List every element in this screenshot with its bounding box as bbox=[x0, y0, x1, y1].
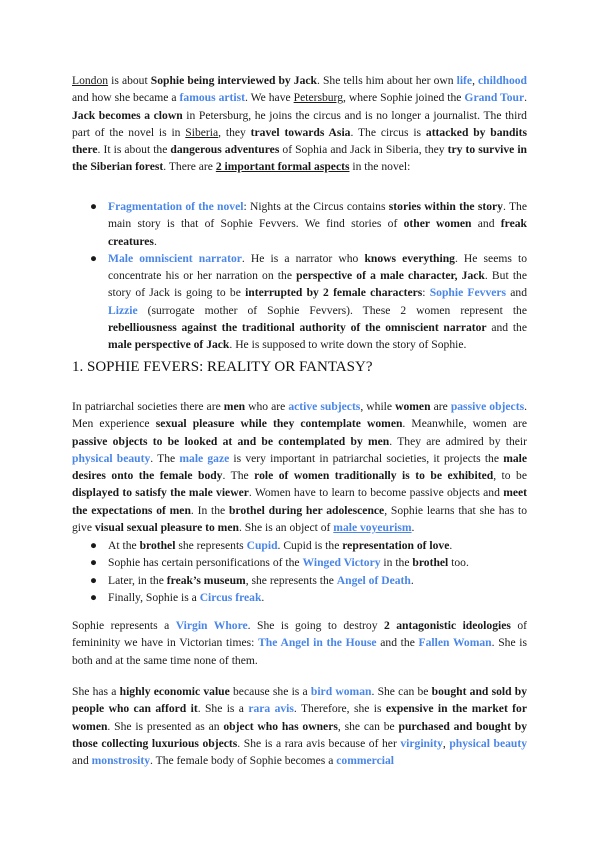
bullet-icon: ● bbox=[90, 200, 98, 213]
bullet-icon: ● bbox=[90, 573, 98, 587]
list-item: ● Finally, Sophie is a Circus freak. bbox=[90, 589, 527, 606]
list-item: ● Male omniscient narrator. He is a narrator who knows everything. He seems to concentrate his or her narration on the perspective of a male character, Jack. But the story of Jack is going to be interrupted by 2 female characters: Sophie Fevvers and Lizzie (surrogate mother of Sophie Fevvers). These 2 women represent the rebelliousness against the traditional authority of the omniscient narrator and the male perspective of Jack. He is supposed to write down the story of Sophie. bbox=[90, 251, 528, 352]
list-item: ● Later, in the freak’s museum, she represents the Angel of Death. bbox=[90, 572, 527, 589]
representations-list bbox=[90, 537, 527, 606]
paragraph-economic-value: She has a highly economic value because she is a bird woman. She can be bought and sold by people who can afford it. She is a rara avis. Therefore, she is expensive in the market for women. She is presented as an object who has owners, she can be purchased and bought by those collecting luxurious objects. She is a rara avis because of her virginity, physical beauty and monstrosity. The female body of Sophie becomes a commercial bbox=[72, 685, 528, 768]
list-item: ● Fragmentation of the novel: Nights at the Circus contains stories within the story. The main story is that of Sophie Fevvers. We find stories of other women and freak creatures. bbox=[90, 200, 527, 248]
list-item: ● Sophie has certain personifications of the Winged Victory in the brothel too. bbox=[90, 554, 527, 571]
list-item: ● At the brothel she represents Cupid. Cupid is the representation of love. bbox=[90, 537, 527, 554]
paragraph-virgin-whore: Sophie represents a Virgin Whore. She is going to destroy 2 antagonistic ideologies of femininity we have in Victorian times: The Angel in the House and the Fallen Woman. She is both and at the same time none of them. bbox=[72, 619, 528, 667]
bullet-icon: ● bbox=[90, 590, 98, 604]
formal-aspects-list bbox=[90, 198, 527, 354]
paragraph-patriarchal-societies: In patriarchal societies there are men who are active subjects, while women are passive objects. Men experience sexual pleasure while they contemplate women. Meanwhile, women are passive objects to be looked at and be contemplated by men. They are admired by their physical beauty. The male gaze is very important in patriarchal societies, it projects the male desires onto the female body. The role of women traditionally is to be exhibited, to be displayed to satisfy the male viewer. Women have to learn to become passive objects and meet the expectations of men. In the brothel during her adolescence, Sophie learns that she has to give visual sexual pleasure to men. She is an object of male voyeurism. bbox=[72, 400, 528, 535]
paragraph-london-intro: London is about Sophie being interviewed by Jack. She tells him about her own life, childhood and how she became a famous artist. We have Petersburg, where Sophie joined the Grand Tour. Jack becomes a clown in Petersburg, he joins the circus and is no longer a journalist. The third part of the novel is in Siberia, they travel towards Asia. The circus is attacked by bandits there. It is about the dangerous adventures of Sophia and Jack in Siberia, they try to survive in the Siberian forest. There are 2 important formal aspects in the novel: bbox=[72, 74, 528, 174]
bullet-icon: ● bbox=[90, 251, 98, 265]
bullet-icon: ● bbox=[90, 539, 98, 552]
bullet-icon: ● bbox=[90, 556, 98, 570]
section-heading: 1. SOPHIE FEVERS: REALITY OR FANTASY? bbox=[72, 359, 373, 375]
